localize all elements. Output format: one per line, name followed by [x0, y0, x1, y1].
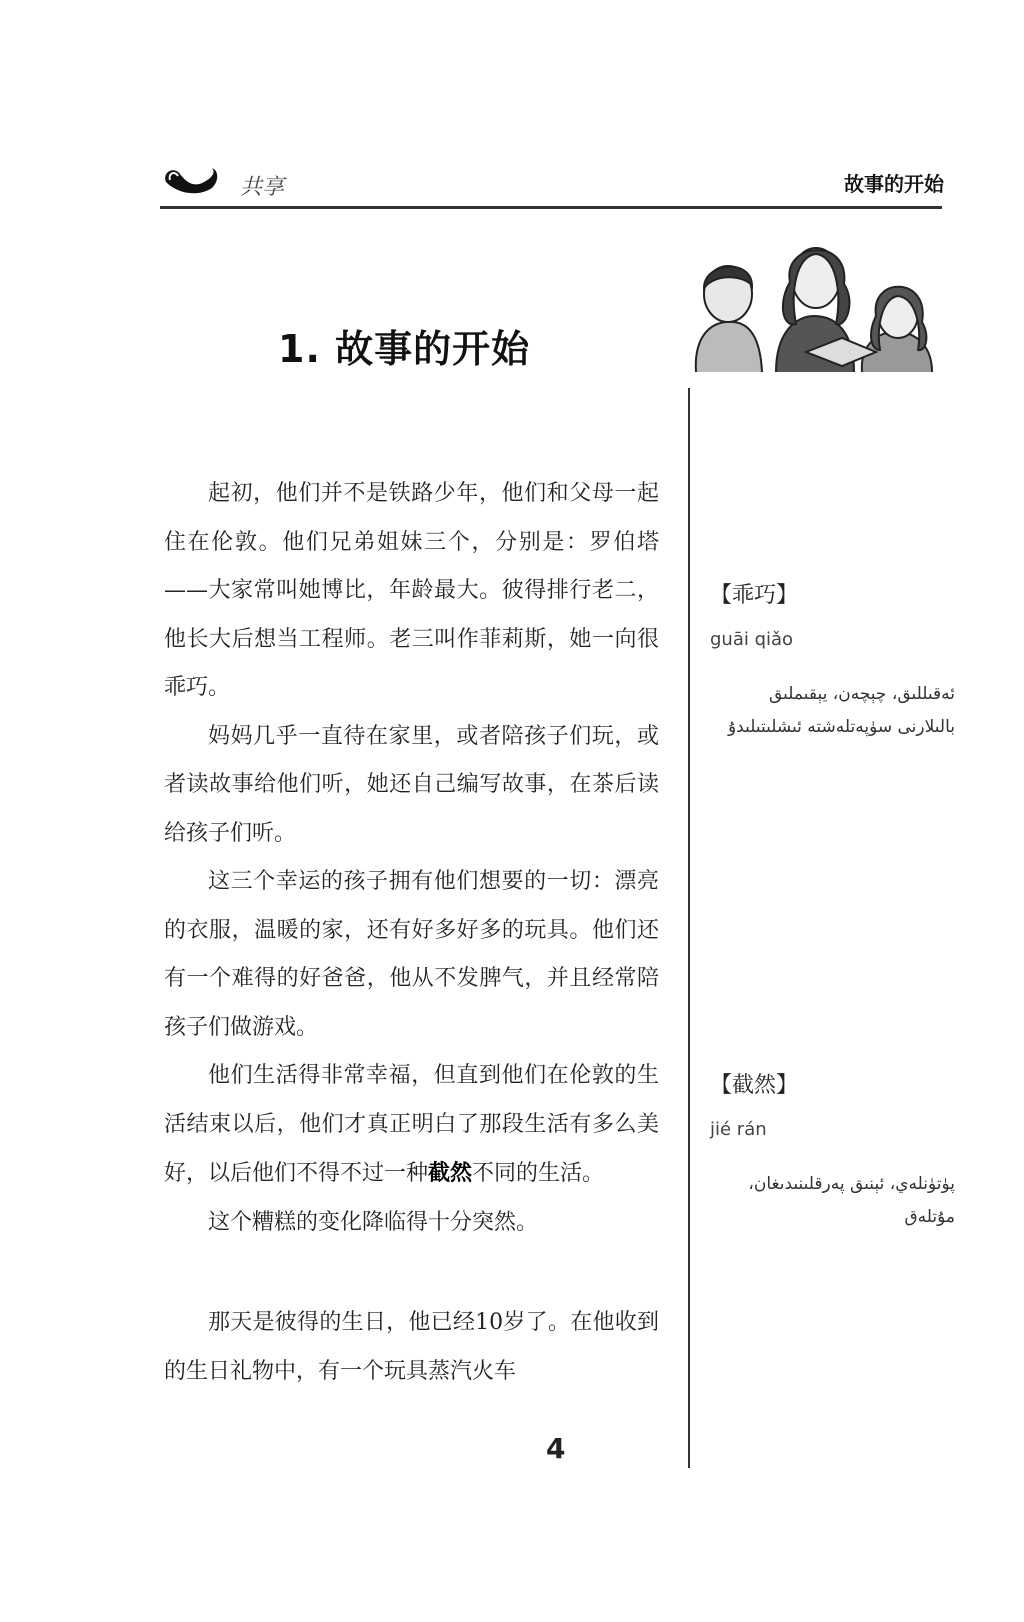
chapter-heading: 1. 故事的开始	[278, 327, 531, 371]
page-number: 4	[546, 1432, 566, 1465]
glossary-term: 【乖巧】	[710, 583, 799, 608]
paragraph: 妈妈几乎一直待在家里，或者陪孩子们玩，或者读故事给他们听，她还自己编写故事，在茶后读给孩子们听。	[164, 723, 659, 846]
glossary-definition: پۈتۈنلەي، ئېنىق پەرقلىنىدىغان، مۇتلەق	[748, 1174, 955, 1227]
paragraph: 这个糟糕的变化降临得十分突然。	[208, 1209, 539, 1235]
children-illustration	[686, 232, 944, 372]
paragraph	[164, 1052, 659, 1199]
header-rule	[160, 206, 942, 209]
glossary-term: 【截然】	[710, 1073, 799, 1098]
running-header-title: 故事的开始	[844, 172, 944, 196]
paragraph: 那天是彼得的生日，他已经10岁了。在他收到的生日礼物中，有一个玩具蒸汽火车	[164, 1310, 659, 1384]
highlighted-term: 截然	[428, 1160, 473, 1186]
glossary-entry	[710, 578, 955, 744]
glossary-definition: ئەقىللىق، چېچەن، يېقىملىق بالىلارنى سۈپەتلەشتە ئىشلىتىلىدۇ	[727, 684, 955, 737]
paragraph: 起初，他们并不是铁路少年，他们和父母一起住在伦敦。他们兄弟姐妹三个，分别是：罗伯塔——大家常叫她博比，年龄最大。彼得排行老二，他长大后想当工程师。老三叫作菲莉斯，她一向很乖巧。	[164, 481, 659, 700]
series-label: 共享	[240, 175, 285, 200]
paragraph: 这三个幸运的孩子拥有他们想要的一切：漂亮的衣服，温暖的家，还有好多好多的玩具。他们还有一个难得的好爸爸，他从不发脾气，并且经常陪孩子们做游戏。	[164, 869, 659, 1040]
paragraph-text: 他们生活得非常幸福，但直到他们在伦敦的生活结束以后，他们才真正明白了那段生活有多么美好，以后他们不得不过一种	[164, 1063, 659, 1186]
glossary-pinyin: guāi qiǎo	[710, 629, 794, 650]
swan-logo-icon	[160, 160, 220, 200]
column-divider	[688, 388, 690, 1468]
story-body	[164, 470, 659, 1396]
paragraph-text: 不同的生活。	[472, 1161, 605, 1186]
glossary-pinyin: jié rán	[710, 1119, 767, 1140]
glossary-entry	[710, 1068, 955, 1234]
